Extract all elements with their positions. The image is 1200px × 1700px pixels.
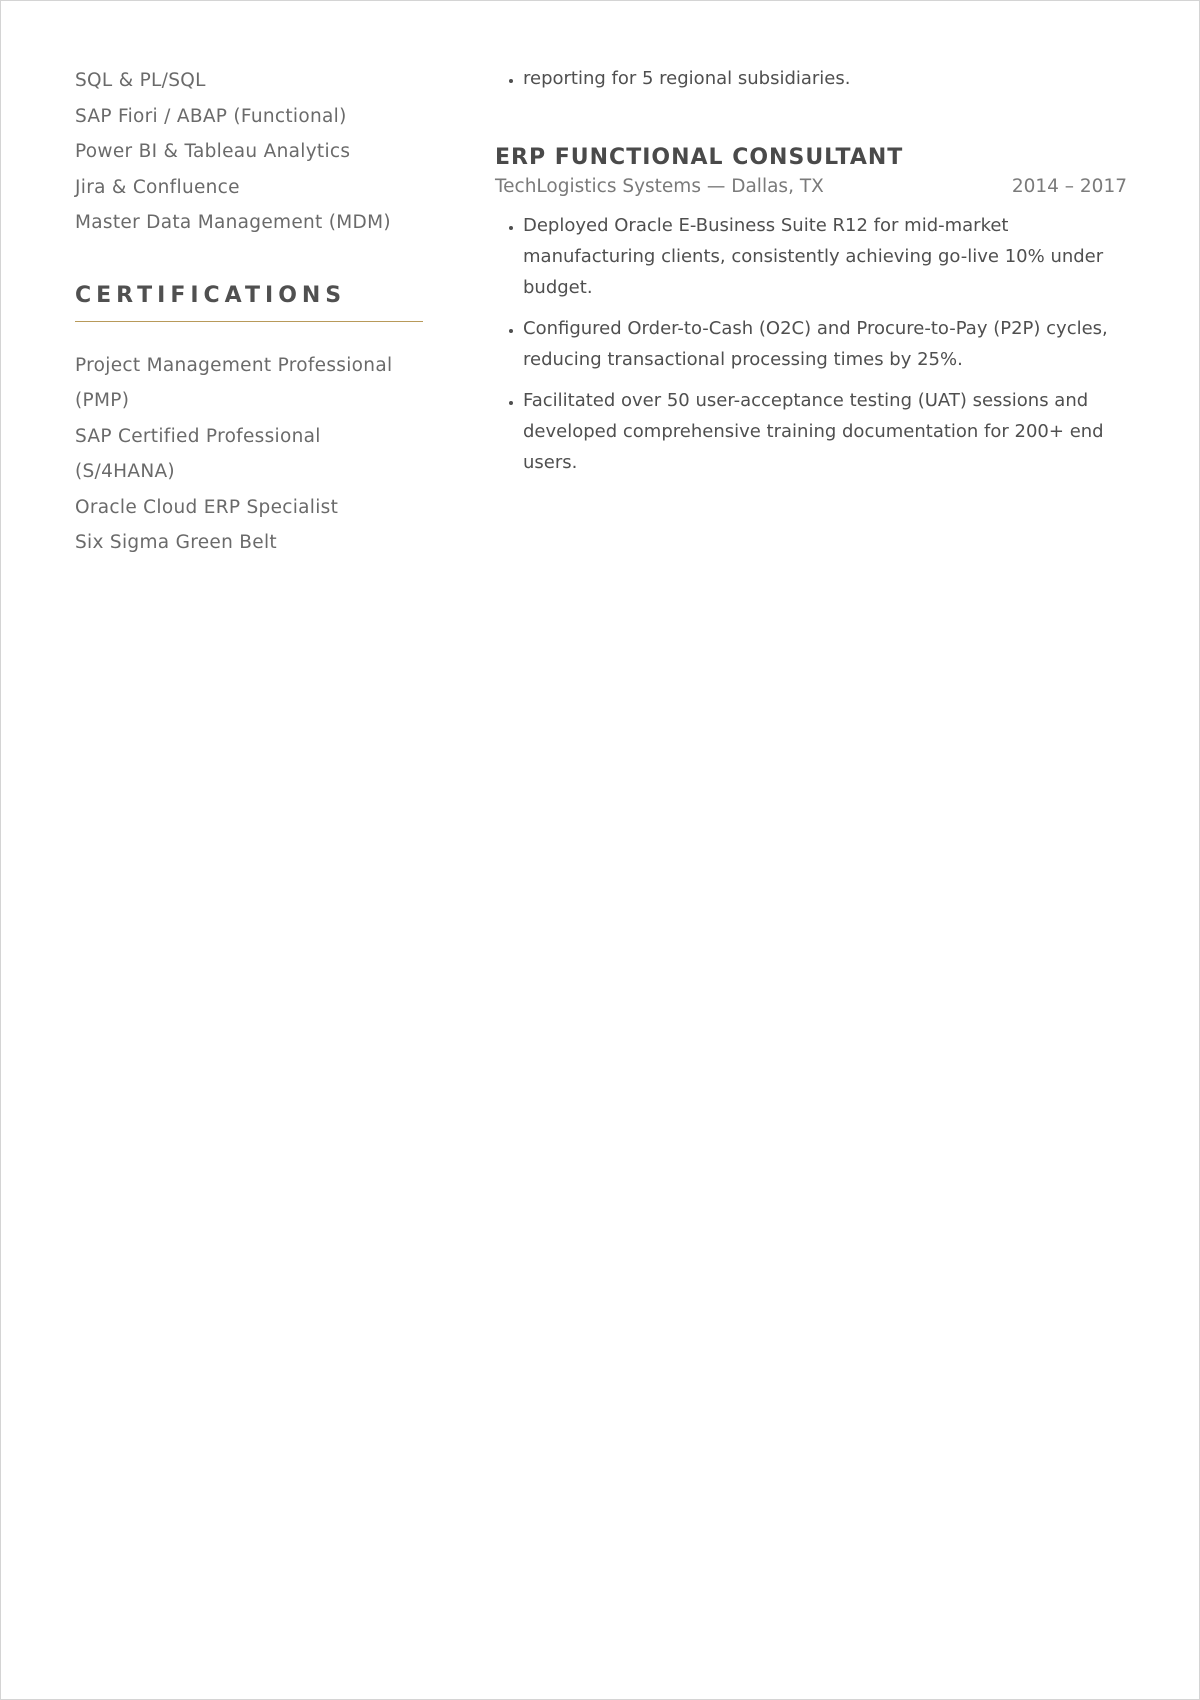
experience-bullet: • Configured Order-to-Cash (O2C) and Procure-to-Pay (P2P) cycles, reducing transactional processing times by 25%. bbox=[523, 313, 1127, 375]
job-meta bbox=[495, 174, 1127, 200]
experience-bullet: • reporting for 5 regional subsidiaries. bbox=[523, 63, 1127, 94]
skill-item: Jira & Confluence bbox=[75, 176, 240, 198]
job-company-location: TechLogistics Systems — Dallas, TX bbox=[495, 176, 824, 197]
job-title: ERP FUNCTIONAL CONSULTANT bbox=[495, 145, 904, 170]
certification-item: Oracle Cloud ERP Specialist bbox=[75, 496, 339, 518]
certification-item: SAP Certified Professional (S/4HANA) bbox=[75, 425, 321, 482]
certifications-list bbox=[75, 348, 423, 561]
experience-bullet: • Facilitated over 50 user-acceptance testing (UAT) sessions and developed comprehensive training documentation for 200+ end users. bbox=[523, 385, 1127, 478]
job-dates: 2014 – 2017 bbox=[1011, 176, 1127, 197]
sidebar-column bbox=[75, 63, 423, 561]
skill-item: SQL & PL/SQL bbox=[75, 70, 206, 91]
certification-item: Six Sigma Green Belt bbox=[75, 532, 277, 553]
experience-column bbox=[495, 63, 1127, 488]
certifications-heading: CERTIFICATIONS bbox=[75, 283, 423, 322]
skill-item: Master Data Management (MDM) bbox=[75, 212, 391, 233]
previous-job-bullets bbox=[495, 63, 1127, 94]
skill-item: Power BI & Tableau Analytics bbox=[75, 141, 351, 162]
certification-item: Project Management Professional (PMP) bbox=[75, 354, 393, 411]
skills-list bbox=[75, 63, 423, 241]
job-bullets bbox=[495, 210, 1127, 478]
skill-item: SAP Fiori / ABAP (Functional) bbox=[75, 105, 347, 127]
experience-bullet: • Deployed Oracle E-Business Suite R12 for mid-market manufacturing clients, consistently achieving go-live 10% under budget. bbox=[523, 210, 1127, 303]
